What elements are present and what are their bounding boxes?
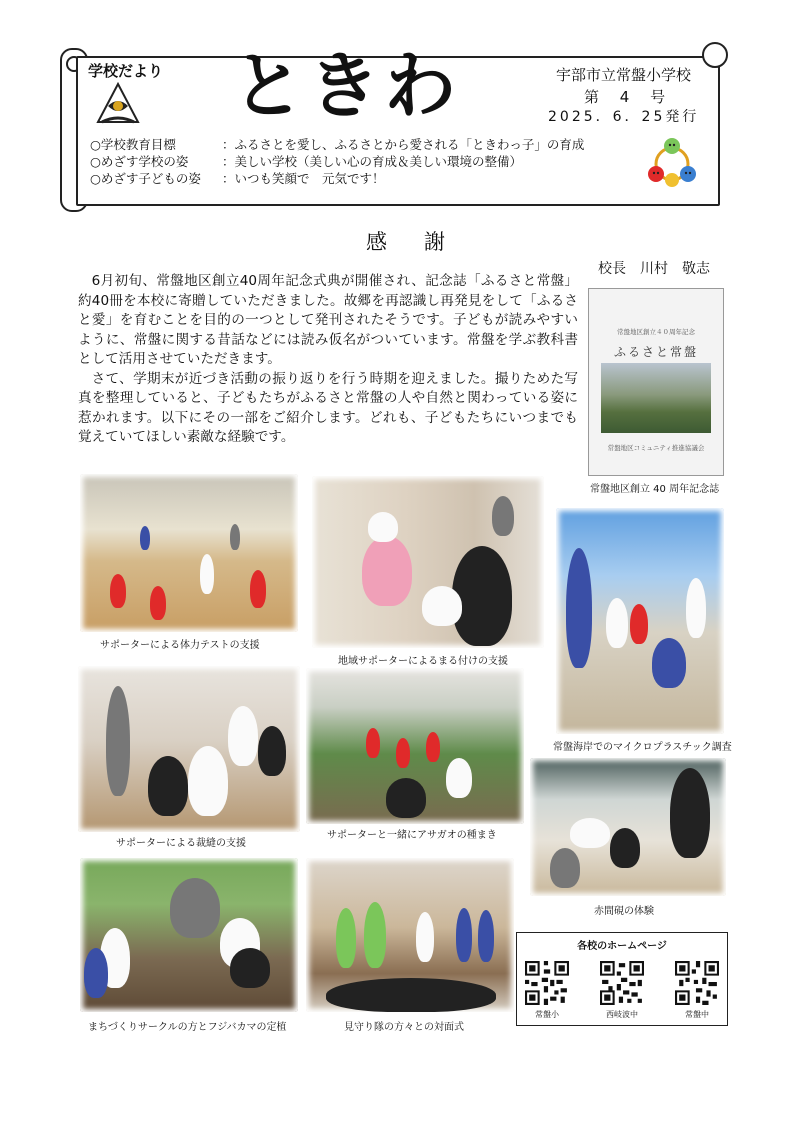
homepages-title: 各校のホームページ (577, 941, 667, 952)
issue-date: 2025．6．25発行 (548, 109, 700, 125)
photo-fitness-test (80, 474, 298, 632)
article-paragraph: 6月初旬、常盤地区創立40周年記念式典が開催され、記念誌「ふるさと常盤」約40冊を本校に寄贈していただきました。故郷を再認識し再発見をして「ふるさと愛」を育むことを目的の一つとして発刊されたそうです。子どもが読みやすいように、常盤に関する昔話などには読み仮名がついています。常盤を学ぶ教科書として活用させていただきます。 (78, 273, 578, 367)
photo-grading-support (312, 476, 544, 648)
article-paragraph: さて、学期末が近づき活動の振り返りを行う時期を迎えました。撮りためた写真を整理していると、子どもたちがふるさと常盤の人や自然と関わっている姿に惹かれます。以下にその一部をご紹介します。どれも、子どもたちにいつまでも覚えていてほしい素敵な経験です。 (78, 370, 578, 445)
newsletter-title: ときわ (232, 44, 461, 128)
qr-code-icon[interactable] (600, 961, 644, 1005)
photo-caption: サポーターによる裁縫の支援 (116, 838, 246, 849)
book-caption: 常盤地区創立 40 周年記念誌 (590, 484, 720, 495)
qr-code-icon[interactable] (525, 961, 569, 1005)
scroll-curl-top (702, 42, 728, 68)
photo-caption: サポーターによる体力テストの支援 (100, 640, 260, 651)
photo-sewing-support (78, 666, 300, 832)
book-publisher: 常盤地区コミュニティ推進協議会 (607, 444, 705, 452)
school-emblem-icon (94, 82, 142, 128)
mascot-children-icon (642, 136, 702, 192)
article-body (78, 272, 578, 448)
article-author: 校長 川村 敬志 (598, 261, 710, 277)
goal-row: ○めざす子どもの姿 ：いつも笑顔で 元気です！ (90, 171, 385, 186)
photo-caption: まちづくりサークルの方とフジバカマの定植 (88, 1022, 287, 1033)
photo-morning-glory-planting (306, 668, 524, 824)
school-name: 宇部市立常盤小学校 (556, 66, 692, 84)
qr-code-icon[interactable] (675, 961, 719, 1005)
qr-label: 常盤小 (535, 1010, 559, 1019)
photo-microplastic-survey (556, 508, 724, 734)
qr-label: 西岐波中 (606, 1010, 638, 1019)
book-subtitle: 常盤地区創立４０周年記念 (617, 328, 695, 336)
issue-number: 第 4 号 (584, 88, 674, 106)
article-title: 感 謝 (366, 230, 453, 254)
school-homepages-panel (516, 932, 728, 1026)
goal-row: ○めざす学校の姿 ：美しい学校（美しい心の育成＆美しい環境の整備） (90, 154, 523, 169)
photo-inkstone-experience (530, 758, 726, 896)
school-goals (90, 136, 584, 187)
newsletter-label: 学校だより (88, 62, 164, 80)
photo-caption: サポーターと一緒にアサガオの種まき (327, 830, 497, 841)
qr-label: 常盤中 (685, 1010, 709, 1019)
goal-row: ○学校教育目標 ：ふるさとを愛し、ふるさとから愛される「ときわっ子」の育成 (90, 137, 585, 152)
photo-watch-patrol-ceremony (306, 858, 514, 1012)
photo-caption: 見守り隊の方々との対面式 (344, 1022, 464, 1033)
photo-fujibakama-planting (80, 858, 298, 1012)
book-title: ふるさと常盤 (613, 345, 698, 359)
commemorative-book-cover (588, 288, 724, 476)
photo-caption: 赤間硯の体験 (594, 906, 654, 917)
photo-caption: 常盤海岸でのマイクロプラスチック調査 (553, 742, 732, 753)
book-cover-photo (601, 363, 711, 433)
photo-caption: 地域サポーターによるまる付けの支援 (338, 656, 508, 667)
